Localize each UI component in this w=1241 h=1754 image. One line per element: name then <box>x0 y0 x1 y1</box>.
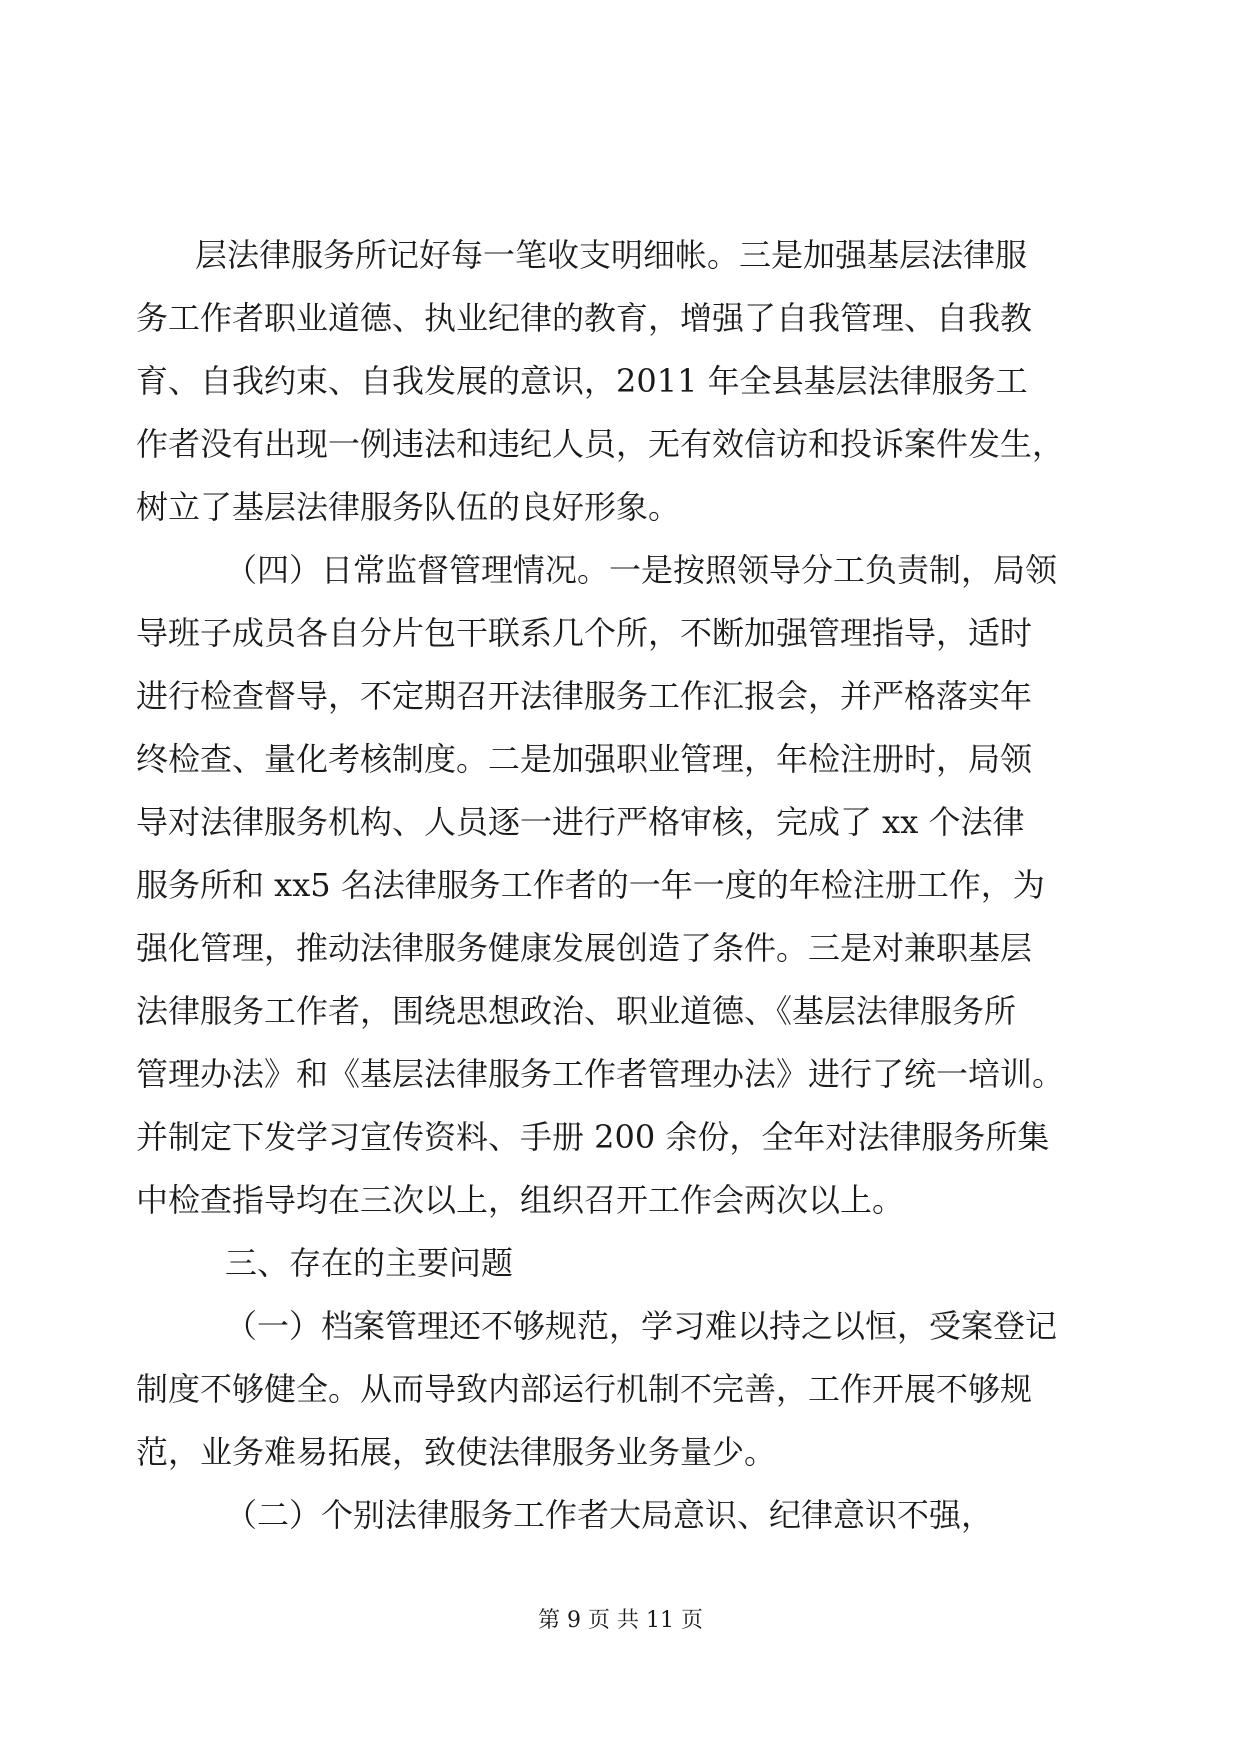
text-line-content: 服务所和 xx5 名法律服务工作者的一年一度的年检注册工作，为 <box>136 866 1045 904</box>
text-line-content: 进行检查督导，不定期召开法律服务工作汇报会，并严格落实年 <box>136 677 1033 715</box>
text-line-content: 导对法律服务机构、人员逐一进行严格审核，完成了 xx 个法律 <box>136 803 1025 841</box>
text-line-content: 层法律服务所记好每一笔收支明细帐。三是加强基层法律服 <box>195 236 1028 274</box>
page-number-label: 第 9 页 共 11 页 <box>538 1608 703 1633</box>
text-line-content: 导班子成员各自分片包干联系几个所，不断加强管理指导，适时 <box>136 614 1033 652</box>
text-line-content: 并制定下发学习宣传资料、手册 200 余份，全年对法律服务所集 <box>136 1118 1050 1156</box>
text-line-content: 强化管理，推动法律服务健康发展创造了条件。三是对兼职基层 <box>136 929 1033 967</box>
text-line-content: 范，业务难易拓展，致使法律服务业务量少。 <box>136 1433 777 1471</box>
text-line-content: 作者没有出现一例违法和违纪人员，无有效信访和投诉案件发生， <box>136 425 1065 463</box>
text-line-content: （四）日常监督管理情况。一是按照领导分工负责制，局领 <box>225 551 1058 589</box>
section-heading-text: 三、存在的主要问题 <box>225 1244 514 1282</box>
text-line-content: 制度不够健全。从而导致内部运行机制不完善，工作开展不够规 <box>136 1370 1033 1408</box>
text-line-content: 树立了基层法律服务队伍的良好形象。 <box>136 488 681 526</box>
text-line-content: 管理办法》和《基层法律服务工作者管理办法》进行了统一培训。 <box>136 1055 1065 1093</box>
text-line-content: 法律服务工作者，围绕思想政治、职业道德、《基层法律服务所 <box>136 992 1017 1030</box>
text-line-content: 终检查、量化考核制度。二是加强职业管理，年检注册时，局领 <box>136 740 1033 778</box>
text-line-content: 务工作者职业道德、执业纪律的教育，增强了自我管理、自我教 <box>136 299 1033 337</box>
text-line-content: （一）档案管理还不够规范，学习难以持之以恒，受案登记 <box>225 1307 1058 1345</box>
text-line-content: 育、自我约束、自我发展的意识，2011 年全县基层法律服务工 <box>136 362 1028 400</box>
text-line-content: （二）个别法律服务工作者大局意识、纪律意识不强， <box>225 1496 994 1534</box>
page-footer <box>0 1607 1241 1635</box>
text-line-content: 中检查指导均在三次以上，组织召开工作会两次以上。 <box>136 1181 905 1219</box>
